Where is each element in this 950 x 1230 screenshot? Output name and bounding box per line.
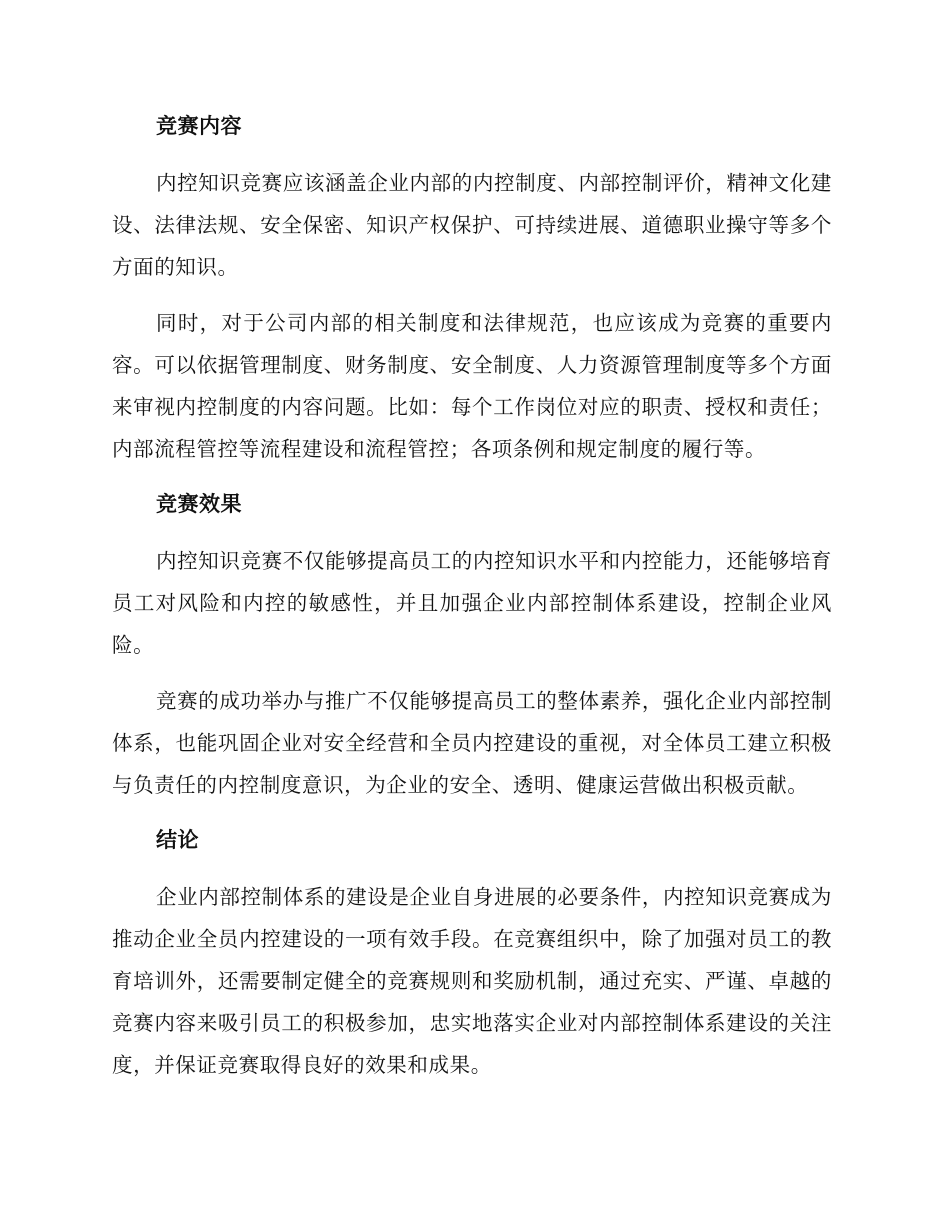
section-heading-conclusion: 结论	[156, 828, 199, 852]
spacer	[112, 860, 832, 876]
spacer	[112, 470, 832, 484]
section-heading-contest-effect: 竞赛效果	[156, 492, 242, 516]
section-heading-contest-content: 竞赛内容	[156, 114, 242, 138]
paragraph: 企业内部控制体系的建设是企业自身进展的必要条件，内控知识竞赛成为推动企业全员内控建设的一项有效手段。在竞赛组织中，除了加强对员工的教育培训外，还需要制定健全的竞赛规则和奖励机制，通过充实、严谨、卓越的竞赛内容来吸引员工的积极参加，忠实地落实企业对内部控制体系建设的关注度，并保证竞赛取得良好的效果和成果。	[112, 885, 832, 1077]
spacer	[112, 146, 832, 162]
paragraph: 竞赛的成功举办与推广不仅能够提高员工的整体素养，强化企业内部控制体系，也能巩固企业对安全经营和全员内控建设的重视，对全体员工建立积极与负责任的内控制度意识，为企业的安全、透明、健康运营做出积极贡献。	[112, 689, 832, 797]
spacer	[112, 288, 832, 302]
spacer	[112, 806, 832, 820]
paragraph: 内控知识竞赛应该涵盖企业内部的内控制度、内部控制评价，精神文化建设、法律法规、安全保密、知识产权保护、可持续进展、道德职业操守等多个方面的知识。	[112, 171, 832, 279]
spacer	[112, 524, 832, 540]
spacer	[112, 666, 832, 680]
paragraph: 同时，对于公司内部的相关制度和法律规范，也应该成为竞赛的重要内容。可以依据管理制度、财务制度、安全制度、人力资源管理制度等多个方面来审视内控制度的内容问题。比如：每个工作岗位对应的职责、授权和责任；内部流程管控等流程建设和流程管控；各项条例和规定制度的履行等。	[112, 311, 832, 461]
paragraph: 内控知识竞赛不仅能够提高员工的内控知识水平和内控能力，还能够培育员工对风险和内控的敏感性，并且加强企业内部控制体系建设，控制企业风险。	[112, 549, 832, 657]
